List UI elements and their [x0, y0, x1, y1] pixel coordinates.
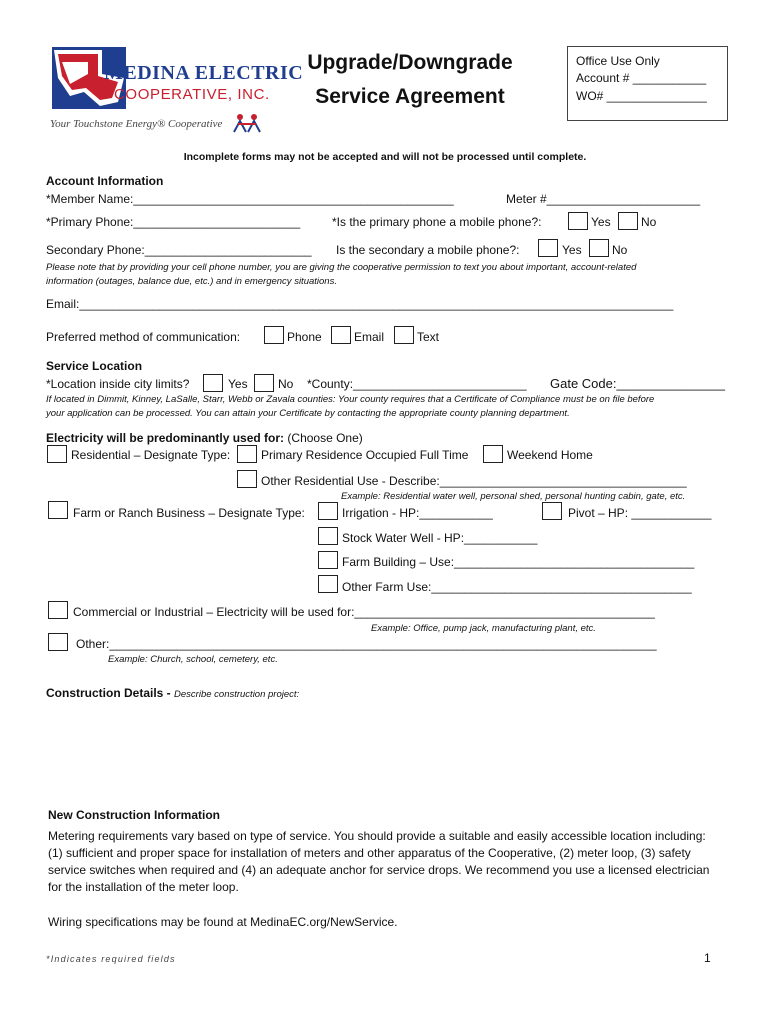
cell-note-line-2: information (outages, balance due, etc.) and in emergency situations.	[46, 276, 337, 287]
primary-mobile-yes-label: Yes	[591, 215, 611, 229]
primary-phone-field[interactable]: *Primary Phone:_________________________	[46, 215, 301, 229]
city-limits-question: *Location inside city limits?	[46, 377, 190, 391]
office-use-box	[567, 46, 728, 121]
secondary-phone-field[interactable]: Secondary Phone:_________________________	[46, 243, 312, 257]
pivot-field[interactable]: Pivot – HP: ____________	[568, 506, 712, 520]
title-line-2: Service Agreement	[315, 85, 505, 108]
pref-text-label: Text	[417, 330, 440, 344]
form-title	[280, 46, 540, 114]
usage-heading	[46, 431, 363, 445]
residential-label: Residential – Designate Type:	[71, 448, 231, 462]
preferred-method-label: Preferred method of communication:	[46, 330, 241, 344]
service-location-heading: Service Location	[46, 359, 143, 373]
wiring-specifications: Wiring specifications may be found at MedinaEC.org/NewService.	[48, 915, 398, 929]
email-field[interactable]: Email:_________________________________________________________________________________________	[46, 297, 674, 311]
new-construction-paragraph: Metering requirements vary based on type of service. You should provide a suitable and easily accessible location including: (1) sufficient and proper space for installation of meters and other apparatus of the Cooperative, (2) meter loop, (3) safety service switches when required and (4) an adequate anchor for service drops. We recommend you use a licensed electrician for the installation of the meter loop.	[48, 829, 710, 894]
account-heading: Account Information	[46, 174, 164, 188]
secondary-mobile-question: Is the secondary a mobile phone?:	[336, 243, 520, 257]
title-line-1: Upgrade/Downgrade	[307, 51, 513, 74]
new-construction-heading: New Construction Information	[48, 808, 220, 822]
secondary-mobile-yes-label: Yes	[562, 243, 582, 257]
commercial-field[interactable]: Commercial or Industrial – Electricity will be used for:_____________________________________________	[73, 605, 655, 619]
other-residential-example: Example: Residential water well, personal shed, personal hunting cabin, gate, etc.	[341, 491, 686, 502]
company-logo	[48, 44, 304, 134]
commercial-example: Example: Office, pump jack, manufacturing plant, etc.	[371, 623, 596, 634]
primary-residence-label: Primary Residence Occupied Full Time	[261, 448, 469, 462]
stock-water-field[interactable]: Stock Water Well - HP:___________	[342, 531, 538, 545]
cell-note-line-1: Please note that by providing your cell phone number, you are giving the cooperative permission to text you about important, account-related	[46, 262, 637, 273]
farm-building-field[interactable]: Farm Building – Use:____________________________________	[342, 555, 695, 569]
pref-phone-checkbox[interactable]	[264, 326, 284, 344]
page-number: 1	[704, 951, 711, 965]
pref-email-checkbox[interactable]	[331, 326, 351, 344]
farm-checkbox[interactable]	[48, 501, 68, 519]
other-field[interactable]: Other:__________________________________________________________________________________	[76, 637, 657, 651]
stock-water-checkbox[interactable]	[318, 527, 338, 545]
touchstone-people-icon	[232, 112, 262, 134]
primary-mobile-yes-checkbox[interactable]	[568, 212, 588, 230]
other-example: Example: Church, school, cemetery, etc.	[108, 654, 278, 665]
secondary-mobile-yes-checkbox[interactable]	[538, 239, 558, 257]
county-note-line-1: If located in Dimmit, Kinney, LaSalle, Starr, Webb or Zavala counties: Your county requires that a Certificate of Compliance must be on file before	[46, 394, 655, 405]
primary-mobile-question: *Is the primary phone a mobile phone?:	[332, 215, 542, 229]
other-farm-checkbox[interactable]	[318, 575, 338, 593]
farm-building-checkbox[interactable]	[318, 551, 338, 569]
pref-email-label: Email	[354, 330, 385, 344]
office-use-wo: WO# _______________	[576, 89, 707, 103]
construction-heading	[46, 686, 299, 700]
other-residential-field[interactable]: Other Residential Use - Describe:_____________________________________	[261, 474, 687, 488]
pref-text-checkbox[interactable]	[394, 326, 414, 344]
incomplete-notice: Incomplete forms may not be accepted and will not be processed until complete.	[183, 151, 587, 163]
city-limits-no-label: No	[278, 377, 294, 391]
residential-checkbox[interactable]	[47, 445, 67, 463]
farm-label: Farm or Ranch Business – Designate Type:	[73, 506, 305, 520]
irrigation-checkbox[interactable]	[318, 502, 338, 520]
weekend-home-label: Weekend Home	[507, 448, 593, 462]
primary-residence-checkbox[interactable]	[237, 445, 257, 463]
gate-code-field[interactable]: Gate Code:_______________	[550, 376, 725, 391]
irrigation-field[interactable]: Irrigation - HP:___________	[342, 506, 493, 520]
usage-heading-suffix: (Choose One)	[287, 431, 363, 445]
usage-heading-text: Electricity will be predominantly used for:	[46, 431, 285, 445]
city-limits-no-checkbox[interactable]	[254, 374, 274, 392]
construction-details-area[interactable]	[46, 702, 726, 797]
pref-phone-label: Phone	[287, 330, 322, 344]
member-name-field[interactable]: *Member Name:________________________________________________	[46, 192, 454, 206]
primary-mobile-no-label: No	[641, 215, 657, 229]
primary-mobile-no-checkbox[interactable]	[618, 212, 638, 230]
meter-field[interactable]: Meter #_______________________	[506, 192, 701, 206]
city-limits-yes-checkbox[interactable]	[203, 374, 223, 392]
construction-subtext: Describe construction project:	[174, 689, 300, 700]
city-limits-yes-label: Yes	[228, 377, 248, 391]
construction-heading-text: Construction Details -	[46, 686, 171, 700]
county-note-line-2: your application can be processed. You can attain your Certificate by contacting the appropriate county planning department.	[46, 408, 570, 419]
logo-name-line2: COOPERATIVE, INC.	[114, 86, 270, 103]
county-field[interactable]: *County:__________________________	[307, 377, 527, 391]
weekend-home-checkbox[interactable]	[483, 445, 503, 463]
office-use-title: Office Use Only	[576, 54, 660, 68]
office-use-account: Account # ___________	[576, 71, 707, 85]
other-checkbox[interactable]	[48, 633, 68, 651]
logo-tagline: Your Touchstone Energy® Cooperative	[50, 118, 223, 130]
other-farm-field[interactable]: Other Farm Use:_______________________________________	[342, 580, 692, 594]
pivot-checkbox[interactable]	[542, 502, 562, 520]
logo-name-line1: MEDINA ELECTRIC	[104, 62, 304, 84]
secondary-mobile-no-label: No	[612, 243, 628, 257]
commercial-checkbox[interactable]	[48, 601, 68, 619]
other-residential-checkbox[interactable]	[237, 470, 257, 488]
secondary-mobile-no-checkbox[interactable]	[589, 239, 609, 257]
required-fields-note: *Indicates required fields	[46, 954, 176, 964]
